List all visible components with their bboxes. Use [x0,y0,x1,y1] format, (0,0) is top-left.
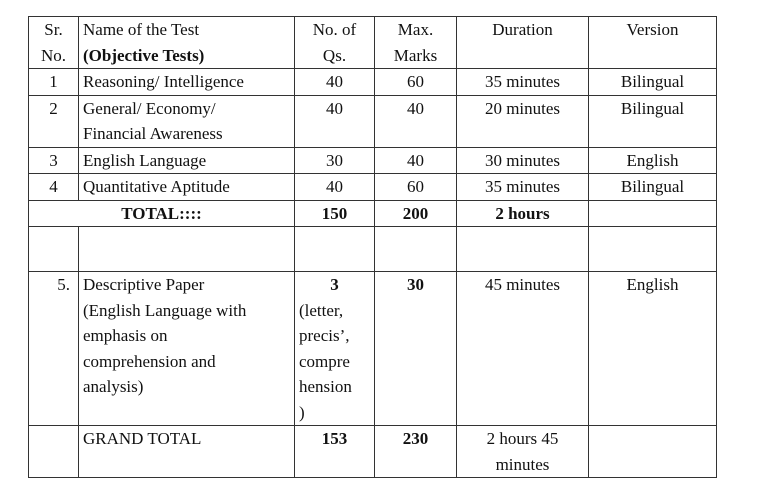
row-qs: 40 [295,69,375,96]
total-qs: 150 [295,200,375,227]
row-marks: 60 [375,174,457,201]
header-row [29,17,717,69]
row-test-name: General/ Economy/ Financial Awareness [79,95,295,147]
header-version: Version [589,17,717,69]
row-version: Bilingual [589,95,717,147]
grand-total-duration: 2 hours 45 minutes [457,426,589,478]
row-test-name: English Language [79,147,295,174]
descriptive-version: English [589,272,717,426]
total-version [589,200,717,227]
row-test-name: Reasoning/ Intelligence [79,69,295,96]
total-duration: 2 hours [457,200,589,227]
descriptive-duration: 45 minutes [457,272,589,426]
grand-total-marks: 230 [375,426,457,478]
row-version: Bilingual [589,69,717,96]
row-version: Bilingual [589,174,717,201]
row-duration: 20 minutes [457,95,589,147]
row-qs: 40 [295,174,375,201]
header-sr-no: Sr. No. [29,17,79,69]
row-sr: 1 [29,69,79,96]
table-row [29,69,717,96]
header-max-marks: Max. Marks [375,17,457,69]
row-qs: 30 [295,147,375,174]
row-sr: 3 [29,147,79,174]
header-test-name: Name of the Test (Objective Tests) [79,17,295,69]
row-marks: 60 [375,69,457,96]
row-marks: 40 [375,95,457,147]
descriptive-sr: 5. [29,272,79,426]
row-marks: 40 [375,147,457,174]
exam-pattern-table [28,16,717,478]
table-row [29,174,717,201]
row-duration: 35 minutes [457,174,589,201]
spacer-row [29,227,717,272]
table-row [29,95,717,147]
row-test-name: Quantitative Aptitude [79,174,295,201]
table-row [29,147,717,174]
header-duration: Duration [457,17,589,69]
row-duration: 35 minutes [457,69,589,96]
exam-pattern-table-container [28,16,716,478]
header-no-of-qs: No. of Qs. [295,17,375,69]
total-label: TOTAL:::: [29,200,295,227]
row-qs: 40 [295,95,375,147]
total-marks: 200 [375,200,457,227]
grand-total-label: GRAND TOTAL [79,426,295,478]
grand-total-row [29,426,717,478]
row-duration: 30 minutes [457,147,589,174]
descriptive-qs: 3 (letter, precis’, compre hension ) [295,272,375,426]
descriptive-row [29,272,717,426]
grand-total-qs: 153 [295,426,375,478]
row-version: English [589,147,717,174]
row-sr: 2 [29,95,79,147]
total-row [29,200,717,227]
descriptive-test-name: Descriptive Paper (English Language with emphasis on comprehension and analysis) [79,272,295,426]
descriptive-marks: 30 [375,272,457,426]
row-sr: 4 [29,174,79,201]
